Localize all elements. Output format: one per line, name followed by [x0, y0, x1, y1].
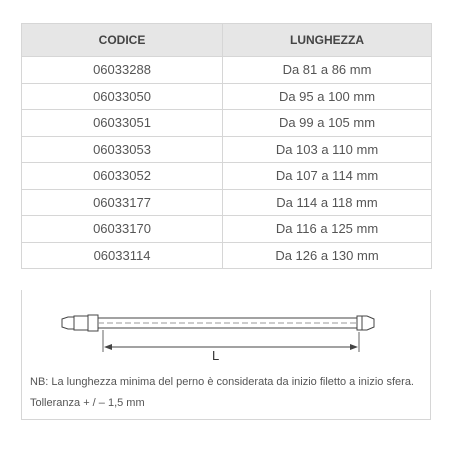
pin-nut [74, 316, 88, 330]
cell-length: Da 103 a 110 mm [223, 136, 432, 163]
table-row [22, 163, 432, 190]
cell-code: 06033050 [22, 83, 223, 110]
dimension-label: L [212, 348, 220, 363]
cell-length: Da 107 a 114 mm [223, 163, 432, 190]
header-lunghezza: LUNGHEZZA [223, 24, 432, 57]
pin-ball-end [357, 316, 374, 330]
cell-code: 06033114 [22, 242, 223, 269]
pin-collar [88, 315, 98, 331]
spec-table-container [21, 23, 431, 269]
table-row [22, 189, 432, 216]
dimension-arrow-right [350, 344, 358, 350]
pin-thread-tip [62, 317, 74, 329]
cell-code: 06033288 [22, 57, 223, 84]
table-row [22, 242, 432, 269]
cell-length: Da 114 a 118 mm [223, 189, 432, 216]
table-header-row [22, 24, 432, 57]
dimension-arrow-left [104, 344, 112, 350]
table-row [22, 136, 432, 163]
cell-code: 06033053 [22, 136, 223, 163]
cell-code: 06033052 [22, 163, 223, 190]
table-row [22, 57, 432, 84]
note-tolerance: Tolleranza + / – 1,5 mm [30, 397, 145, 409]
table-row [22, 83, 432, 110]
cell-length: Da 95 a 100 mm [223, 83, 432, 110]
cell-code: 06033170 [22, 216, 223, 243]
table-row [22, 110, 432, 137]
cell-length: Da 116 a 125 mm [223, 216, 432, 243]
header-codice: CODICE [22, 24, 223, 57]
note-min-length: NB: La lunghezza minima del perno è considerata da inizio filetto a inizio sfera. [30, 376, 414, 388]
cell-length: Da 126 a 130 mm [223, 242, 432, 269]
table-row [22, 216, 432, 243]
cell-code: 06033051 [22, 110, 223, 137]
cell-code: 06033177 [22, 189, 223, 216]
cell-length: Da 81 a 86 mm [223, 57, 432, 84]
drawing-panel [21, 290, 431, 420]
cell-length: Da 99 a 105 mm [223, 110, 432, 137]
spec-table [21, 23, 432, 269]
